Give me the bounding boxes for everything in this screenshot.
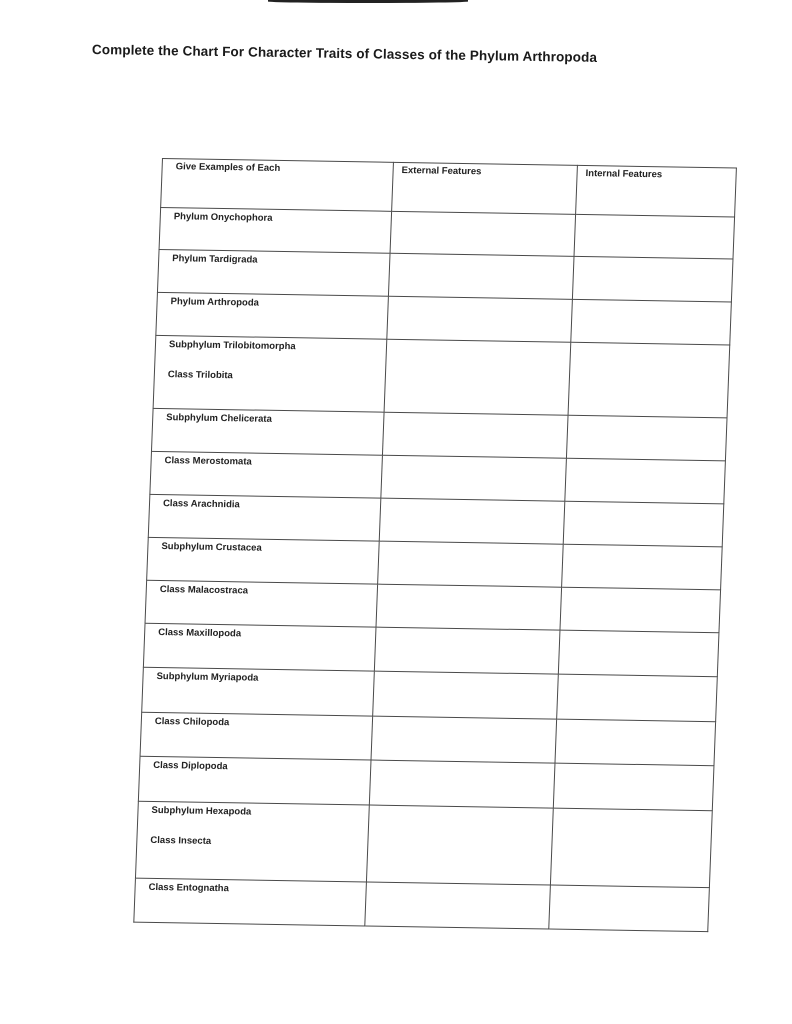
internal-features-cell[interactable] — [568, 342, 730, 418]
external-features-cell[interactable] — [387, 296, 573, 342]
external-features-cell[interactable] — [376, 584, 562, 630]
character-traits-chart — [133, 158, 737, 932]
row-label-cell: Class Maxillopoda — [143, 623, 376, 671]
row-label-cell: Phylum Onychophora — [159, 207, 392, 253]
external-features-cell[interactable] — [371, 716, 557, 763]
external-features-cell[interactable] — [373, 671, 559, 719]
internal-features-cell[interactable] — [553, 763, 714, 811]
internal-features-cell[interactable] — [550, 808, 712, 888]
row-label-cell: Class Diplopoda — [138, 756, 371, 805]
external-features-cell[interactable] — [366, 805, 553, 885]
internal-features-cell[interactable] — [566, 415, 727, 461]
row-label-cell: Subphylum Hexapoda Class Insecta — [135, 801, 369, 882]
internal-features-cell[interactable] — [549, 885, 710, 932]
external-features-cell[interactable] — [382, 412, 568, 458]
internal-features-cell[interactable] — [572, 256, 733, 302]
header-internal-features: Internal Features — [576, 165, 737, 217]
external-features-cell[interactable] — [381, 455, 567, 501]
row-label-cell: Class Arachnidia — [148, 494, 381, 541]
external-features-cell[interactable] — [365, 882, 551, 929]
external-features-cell[interactable] — [384, 339, 571, 415]
internal-features-cell[interactable] — [563, 501, 724, 547]
internal-features-cell[interactable] — [571, 299, 732, 345]
row-sublabel: Class Insecta — [150, 834, 212, 847]
table-row — [153, 335, 730, 417]
table-row — [134, 878, 710, 931]
external-features-cell[interactable] — [379, 498, 565, 544]
worksheet — [133, 158, 736, 932]
external-features-cell[interactable] — [378, 541, 564, 587]
row-label-cell: Subphylum Trilobitomorpha Class Trilobita — [153, 335, 387, 412]
row-label-cell: Subphylum Crustacea — [147, 537, 380, 584]
page-title: Complete the Chart For Character Traits of Classes of the Phylum Arthropoda — [91, 42, 598, 65]
row-label-cell: Class Malacostraca — [145, 580, 378, 627]
internal-features-cell[interactable] — [562, 544, 723, 590]
external-features-cell[interactable] — [374, 627, 560, 674]
internal-features-cell[interactable] — [557, 674, 718, 722]
row-label-cell: Class Chilopoda — [140, 712, 373, 760]
external-features-cell[interactable] — [369, 760, 555, 808]
row-label-cell: Phylum Tardigrada — [157, 249, 390, 296]
scan-edge-shadow — [268, 0, 468, 3]
internal-features-cell[interactable] — [560, 587, 721, 633]
header-external-features: External Features — [392, 162, 578, 214]
external-features-cell[interactable] — [390, 211, 576, 256]
row-label-cell: Subphylum Myriapoda — [142, 667, 375, 716]
internal-features-cell[interactable] — [555, 719, 716, 766]
external-features-cell[interactable] — [388, 253, 574, 299]
row-label-cell: Subphylum Chelicerata — [151, 408, 384, 455]
internal-features-cell[interactable] — [574, 214, 735, 259]
internal-features-cell[interactable] — [558, 630, 719, 677]
internal-features-cell[interactable] — [565, 458, 726, 504]
row-label-cell: Class Entognatha — [134, 878, 367, 926]
header-examples: Give Examples of Each — [161, 159, 394, 212]
row-label-cell: Class Merostomata — [150, 451, 383, 498]
table-row — [135, 801, 712, 887]
row-label-cell: Phylum Arthropoda — [156, 292, 389, 339]
row-sublabel: Class Trilobita — [167, 369, 234, 382]
